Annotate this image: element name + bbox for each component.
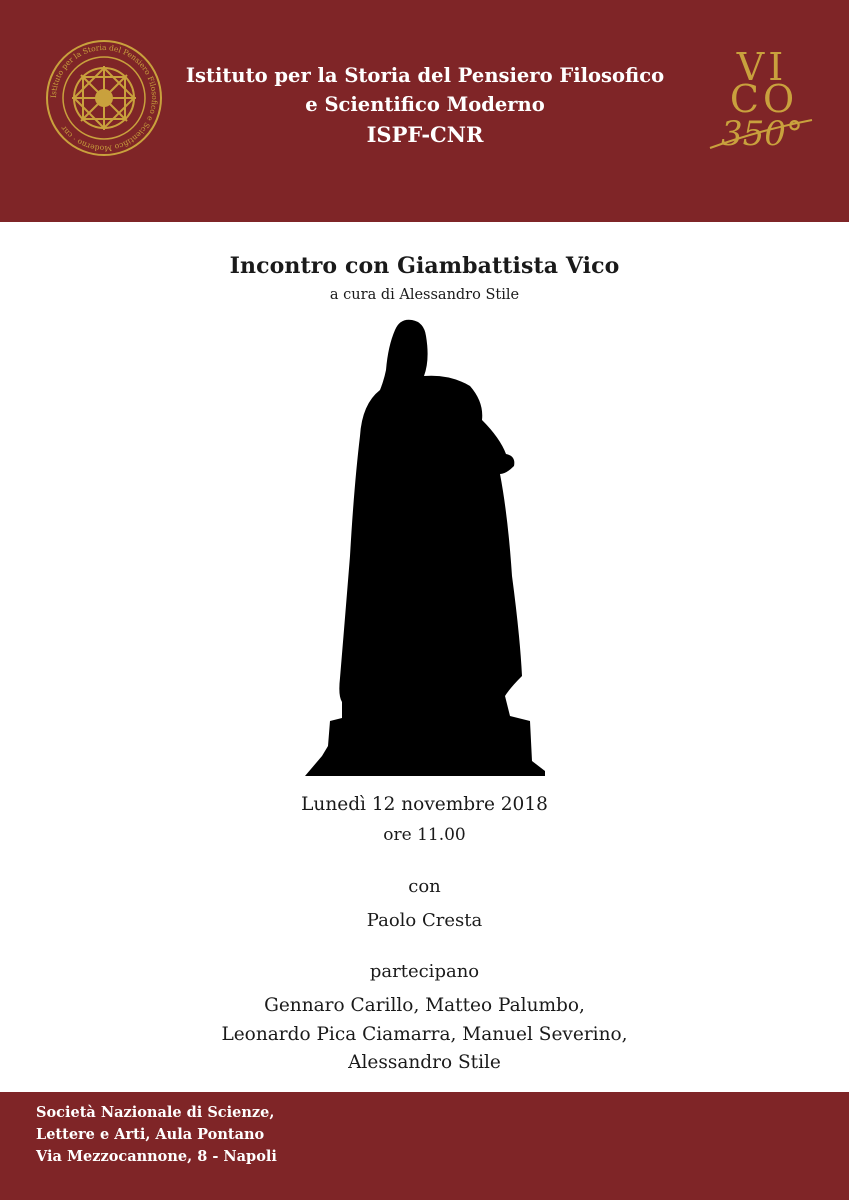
venue-line1: Società Nazionale di Scienze, (36, 1104, 275, 1121)
with-label: con (408, 876, 441, 897)
institute-acronym: ISPF-CNR (366, 122, 484, 147)
event-curator: a cura di Alessandro Stile (329, 287, 520, 303)
seal-text: Istituto per la Storia del Pensiero Filosofico e Scientifico Moderno · cnr (48, 42, 160, 154)
vico-statue-silhouette (300, 316, 550, 780)
logo-350: 350° (721, 114, 803, 154)
participants-label: partecipano (369, 961, 480, 982)
institute-name-line2: e Scientifico Moderno (305, 93, 545, 116)
venue-line2: Lettere e Arti, Aula Pontano (36, 1126, 265, 1143)
venue-line3: Via Mezzocannone, 8 - Napoli (36, 1148, 277, 1165)
event-date: Lunedì 12 novembre 2018 (301, 794, 548, 815)
participants-line2: Leonardo Pica Ciamarra, Manuel Severino, (221, 1024, 628, 1045)
event-title: Incontro con Giambattista Vico (229, 253, 620, 279)
institute-seal-icon (44, 38, 164, 158)
participants-line3: Alessandro Stile (348, 1052, 501, 1073)
presenter-name: Paolo Cresta (366, 910, 483, 931)
logo-co: CO (729, 77, 799, 121)
participants-line1: Gennaro Carillo, Matteo Palumbo, (264, 995, 585, 1016)
logo-vi: VI (736, 45, 788, 89)
institute-name-line1: Istituto per la Storia del Pensiero Filosofico (185, 64, 665, 87)
event-time: ore 11.00 (383, 825, 466, 845)
vico-350-logo (700, 42, 820, 157)
